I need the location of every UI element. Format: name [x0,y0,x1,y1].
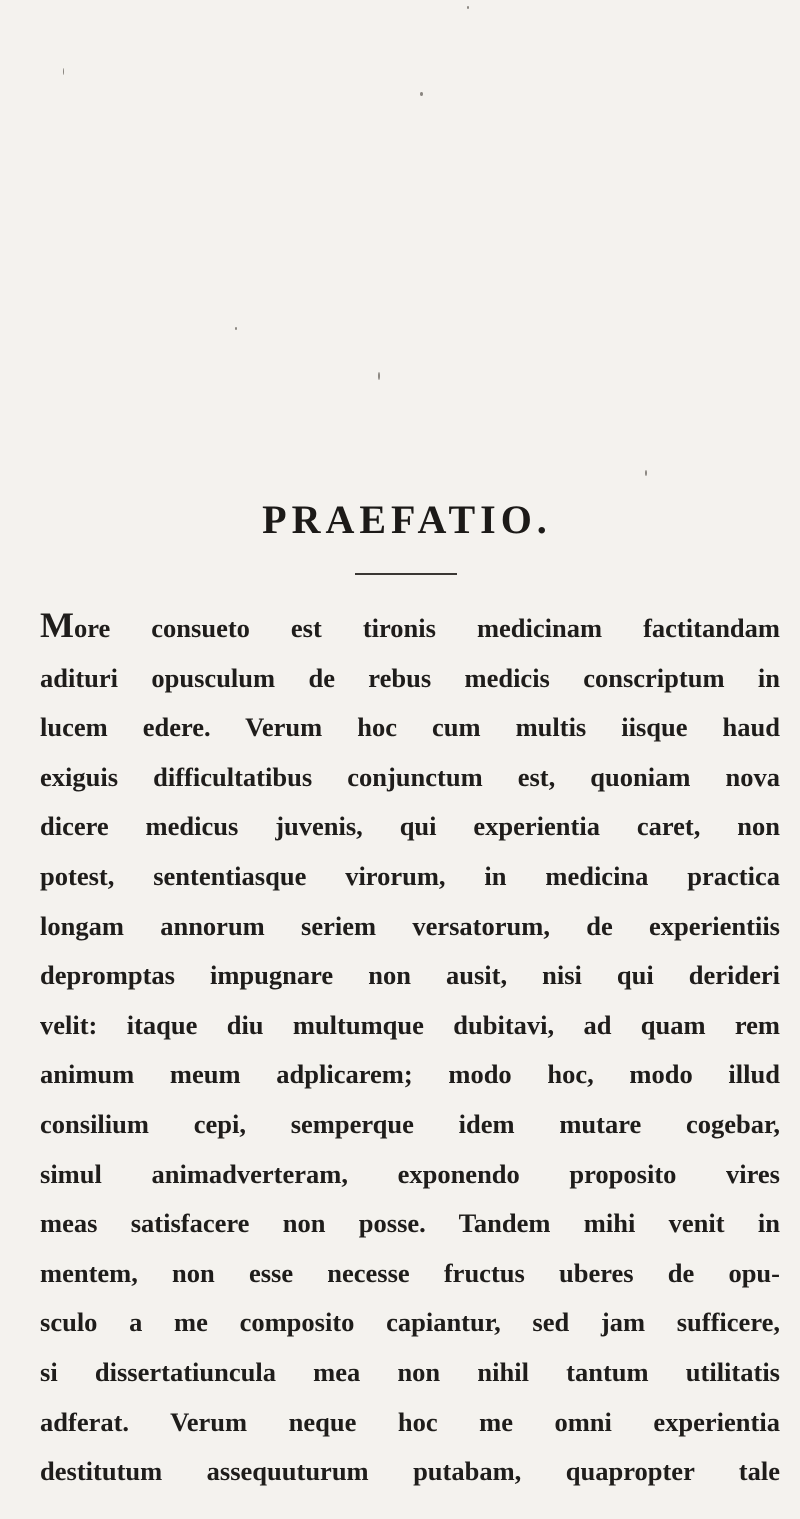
text-line: mentem, non esse necesse fructus uberes de opu- [40,1257,780,1288]
paper-speck [467,6,469,9]
text-line: sculo a me composito capiantur, sed jam sufficere, [40,1307,780,1338]
text-line: destitutum assequuturum putabam, quapropter tale [40,1456,780,1487]
text-line: meas satisfacere non posse. Tandem mihi venit in [40,1208,780,1239]
text-line: consilium cepi, semperque idem mutare cogebar, [40,1108,780,1139]
page-title: PRAEFATIO. [262,497,552,542]
text-line: depromptas impugnare non ausit, nisi qui derideri [40,960,780,991]
text-line: velit: itaque diu multumque dubitavi, ad quam rem [40,1009,780,1040]
paper-speck [420,92,423,96]
text-line: simul animadverteram, exponendo proposito vires [40,1158,780,1189]
paper-speck [235,327,237,330]
text-line: si dissertatiuncula mea non nihil tantum utilitatis [40,1356,780,1387]
text-line: potest, sententiasque virorum, in medicina practica [40,860,780,891]
text-line: adituri opusculum de rebus medicis conscriptum in [40,662,780,693]
text-line: adferat. Verum neque hoc me omni experientia [40,1406,780,1437]
text-line: exiguis difficultatibus conjunctum est, quoniam nova [40,761,780,792]
text-line: animum meum adplicarem; modo hoc, modo illud [40,1059,780,1090]
body-text [40,604,780,1497]
paper-speck [645,470,647,476]
text-line: longam annorum seriem versatorum, de experientiis [40,910,780,941]
paper-speck [63,68,64,75]
paper-speck [378,372,380,380]
title-divider [355,573,457,575]
text-line: dicere medicus juvenis, qui experientia caret, non [40,811,780,842]
text-line: lucem edere. Verum hoc cum multis iisque haud [40,712,780,743]
drop-cap: M [40,605,74,645]
text-line-content: ore consueto est tironis medicinam factitandam [73,613,780,643]
text-line [40,604,780,654]
